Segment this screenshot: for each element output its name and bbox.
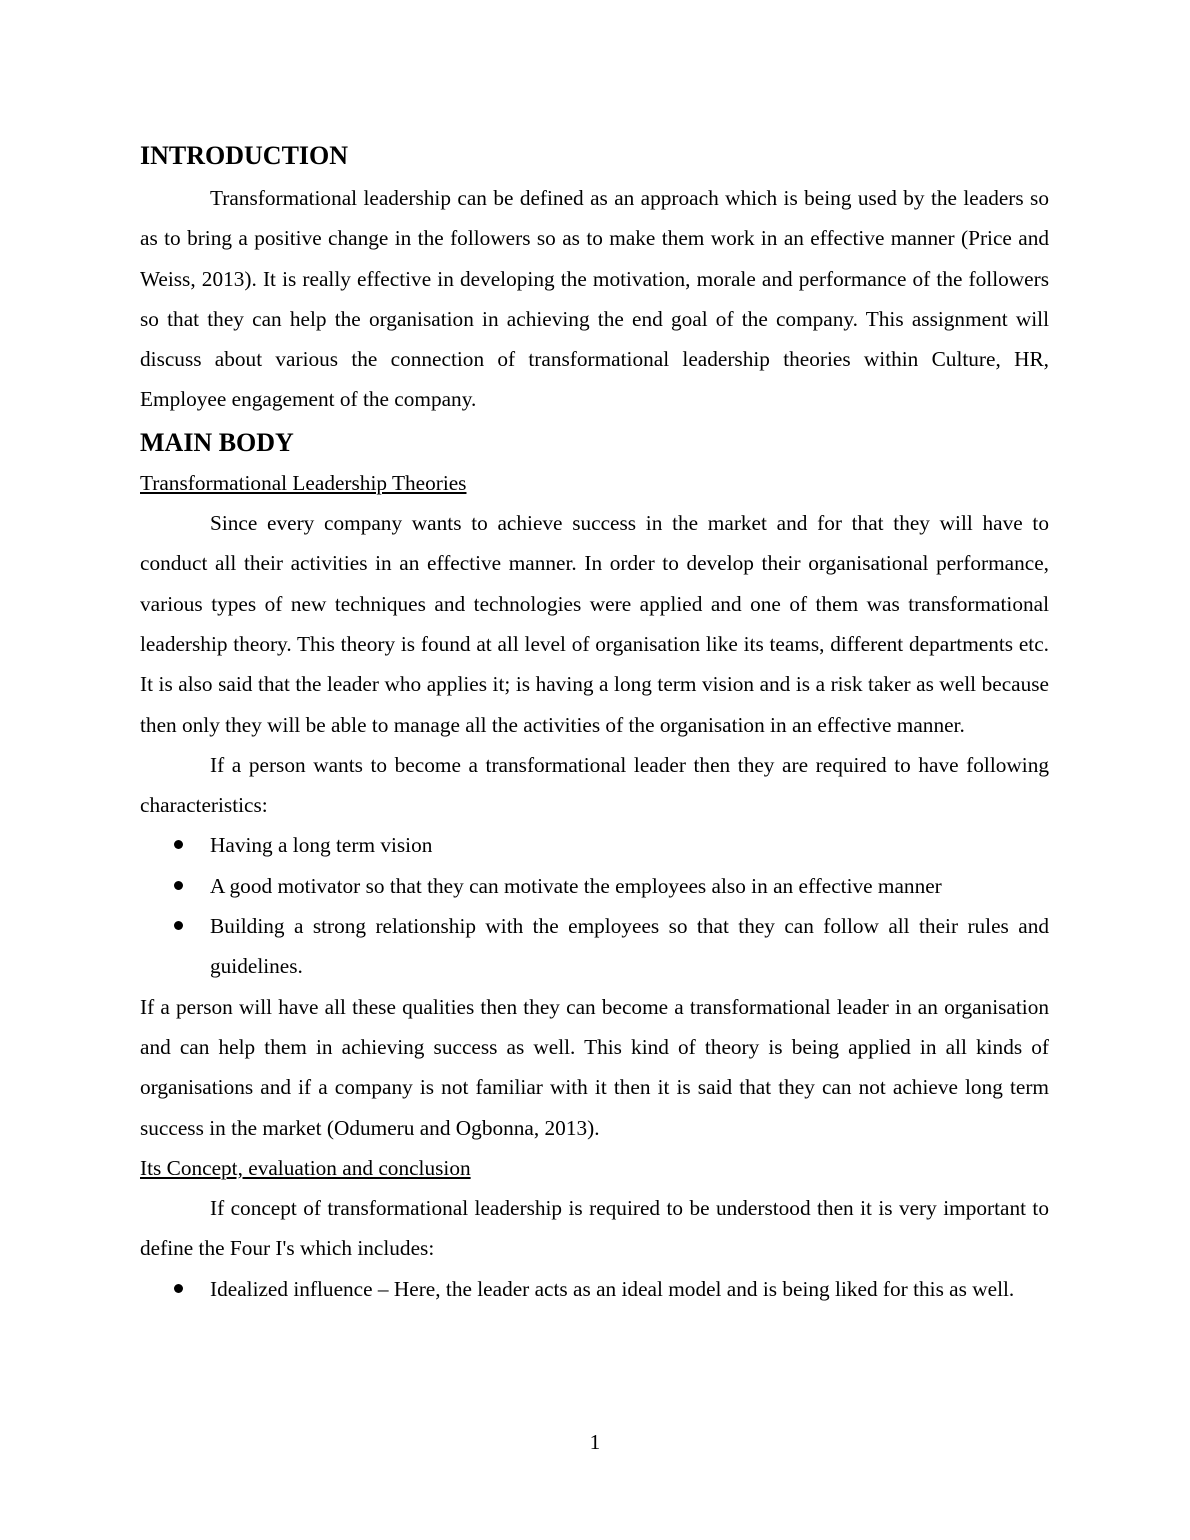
heading-main-body: MAIN BODY xyxy=(140,427,294,457)
paragraph-theories-3: If a person will have all these qualities then they can become a transformational leader in an organisation and can help them in achieving success as well. This kind of theory is being applied in all kinds of organisations and if a company is not familiar with it then it is said that they can not achieve long term success in the market (Odumeru and Ogbonna, 2013). xyxy=(140,994,1049,1140)
four-is-list xyxy=(140,1269,1049,1309)
subheading-theories: Transformational Leadership Theories xyxy=(140,470,467,495)
characteristics-list xyxy=(140,825,1049,986)
paragraph-intro: Transformational leadership can be defined as an approach which is being used by the leaders so as to bring a positive change in the followers so as to make them work in an effective manner (Price and Weiss, 2013). It is really effective in developing the motivation, morale and performance of the followers so that they can help the organisation in achieving the end goal of the company. This assignment will discuss about various the connection of transformational leadership theories within Culture, HR, Employee engagement of the company. xyxy=(140,186,1049,412)
paragraph-theories-2: If a person wants to become a transformational leader then they are required to have following characteristics: xyxy=(140,752,1049,818)
list-item xyxy=(140,825,1049,865)
paragraph-theories-1: Since every company wants to achieve success in the market and for that they will have to conduct all their activities in an effective manner. In order to develop their organisational performance, various types of new techniques and technologies were applied and one of them was transformational leadership theory. This theory is found at all level of organisation like its teams, different departments etc. It is also said that the leader who applies it; is having a long term vision and is a risk taker as well because then only they will be able to manage all the activities of the organisation in an effective manner. xyxy=(140,511,1049,737)
list-item-text: Having a long term vision xyxy=(210,833,433,858)
bullet-icon xyxy=(174,840,183,849)
bullet-icon xyxy=(174,921,183,930)
subheading-concept: Its Concept, evaluation and conclusion xyxy=(140,1155,471,1180)
heading-introduction: INTRODUCTION xyxy=(140,141,349,170)
document-body xyxy=(140,138,1049,1309)
list-item xyxy=(140,866,1049,906)
list-item xyxy=(140,906,1049,987)
list-item-text: Building a strong relationship with the employees so that they can follow all their rules and guidelines. xyxy=(210,914,1049,979)
list-item xyxy=(140,1269,1049,1309)
list-item-text: Idealized influence – Here, the leader acts as an ideal model and is being liked for this as well. xyxy=(210,1276,1015,1301)
page-number: 1 xyxy=(589,1430,601,1454)
bullet-icon xyxy=(174,1284,183,1293)
paragraph-concept-1: If concept of transformational leadership is required to be understood then it is very important to define the Four I's which includes: xyxy=(140,1196,1049,1261)
bullet-icon xyxy=(174,881,183,890)
list-item-text: A good motivator so that they can motivate the employees also in an effective manner xyxy=(210,873,942,898)
